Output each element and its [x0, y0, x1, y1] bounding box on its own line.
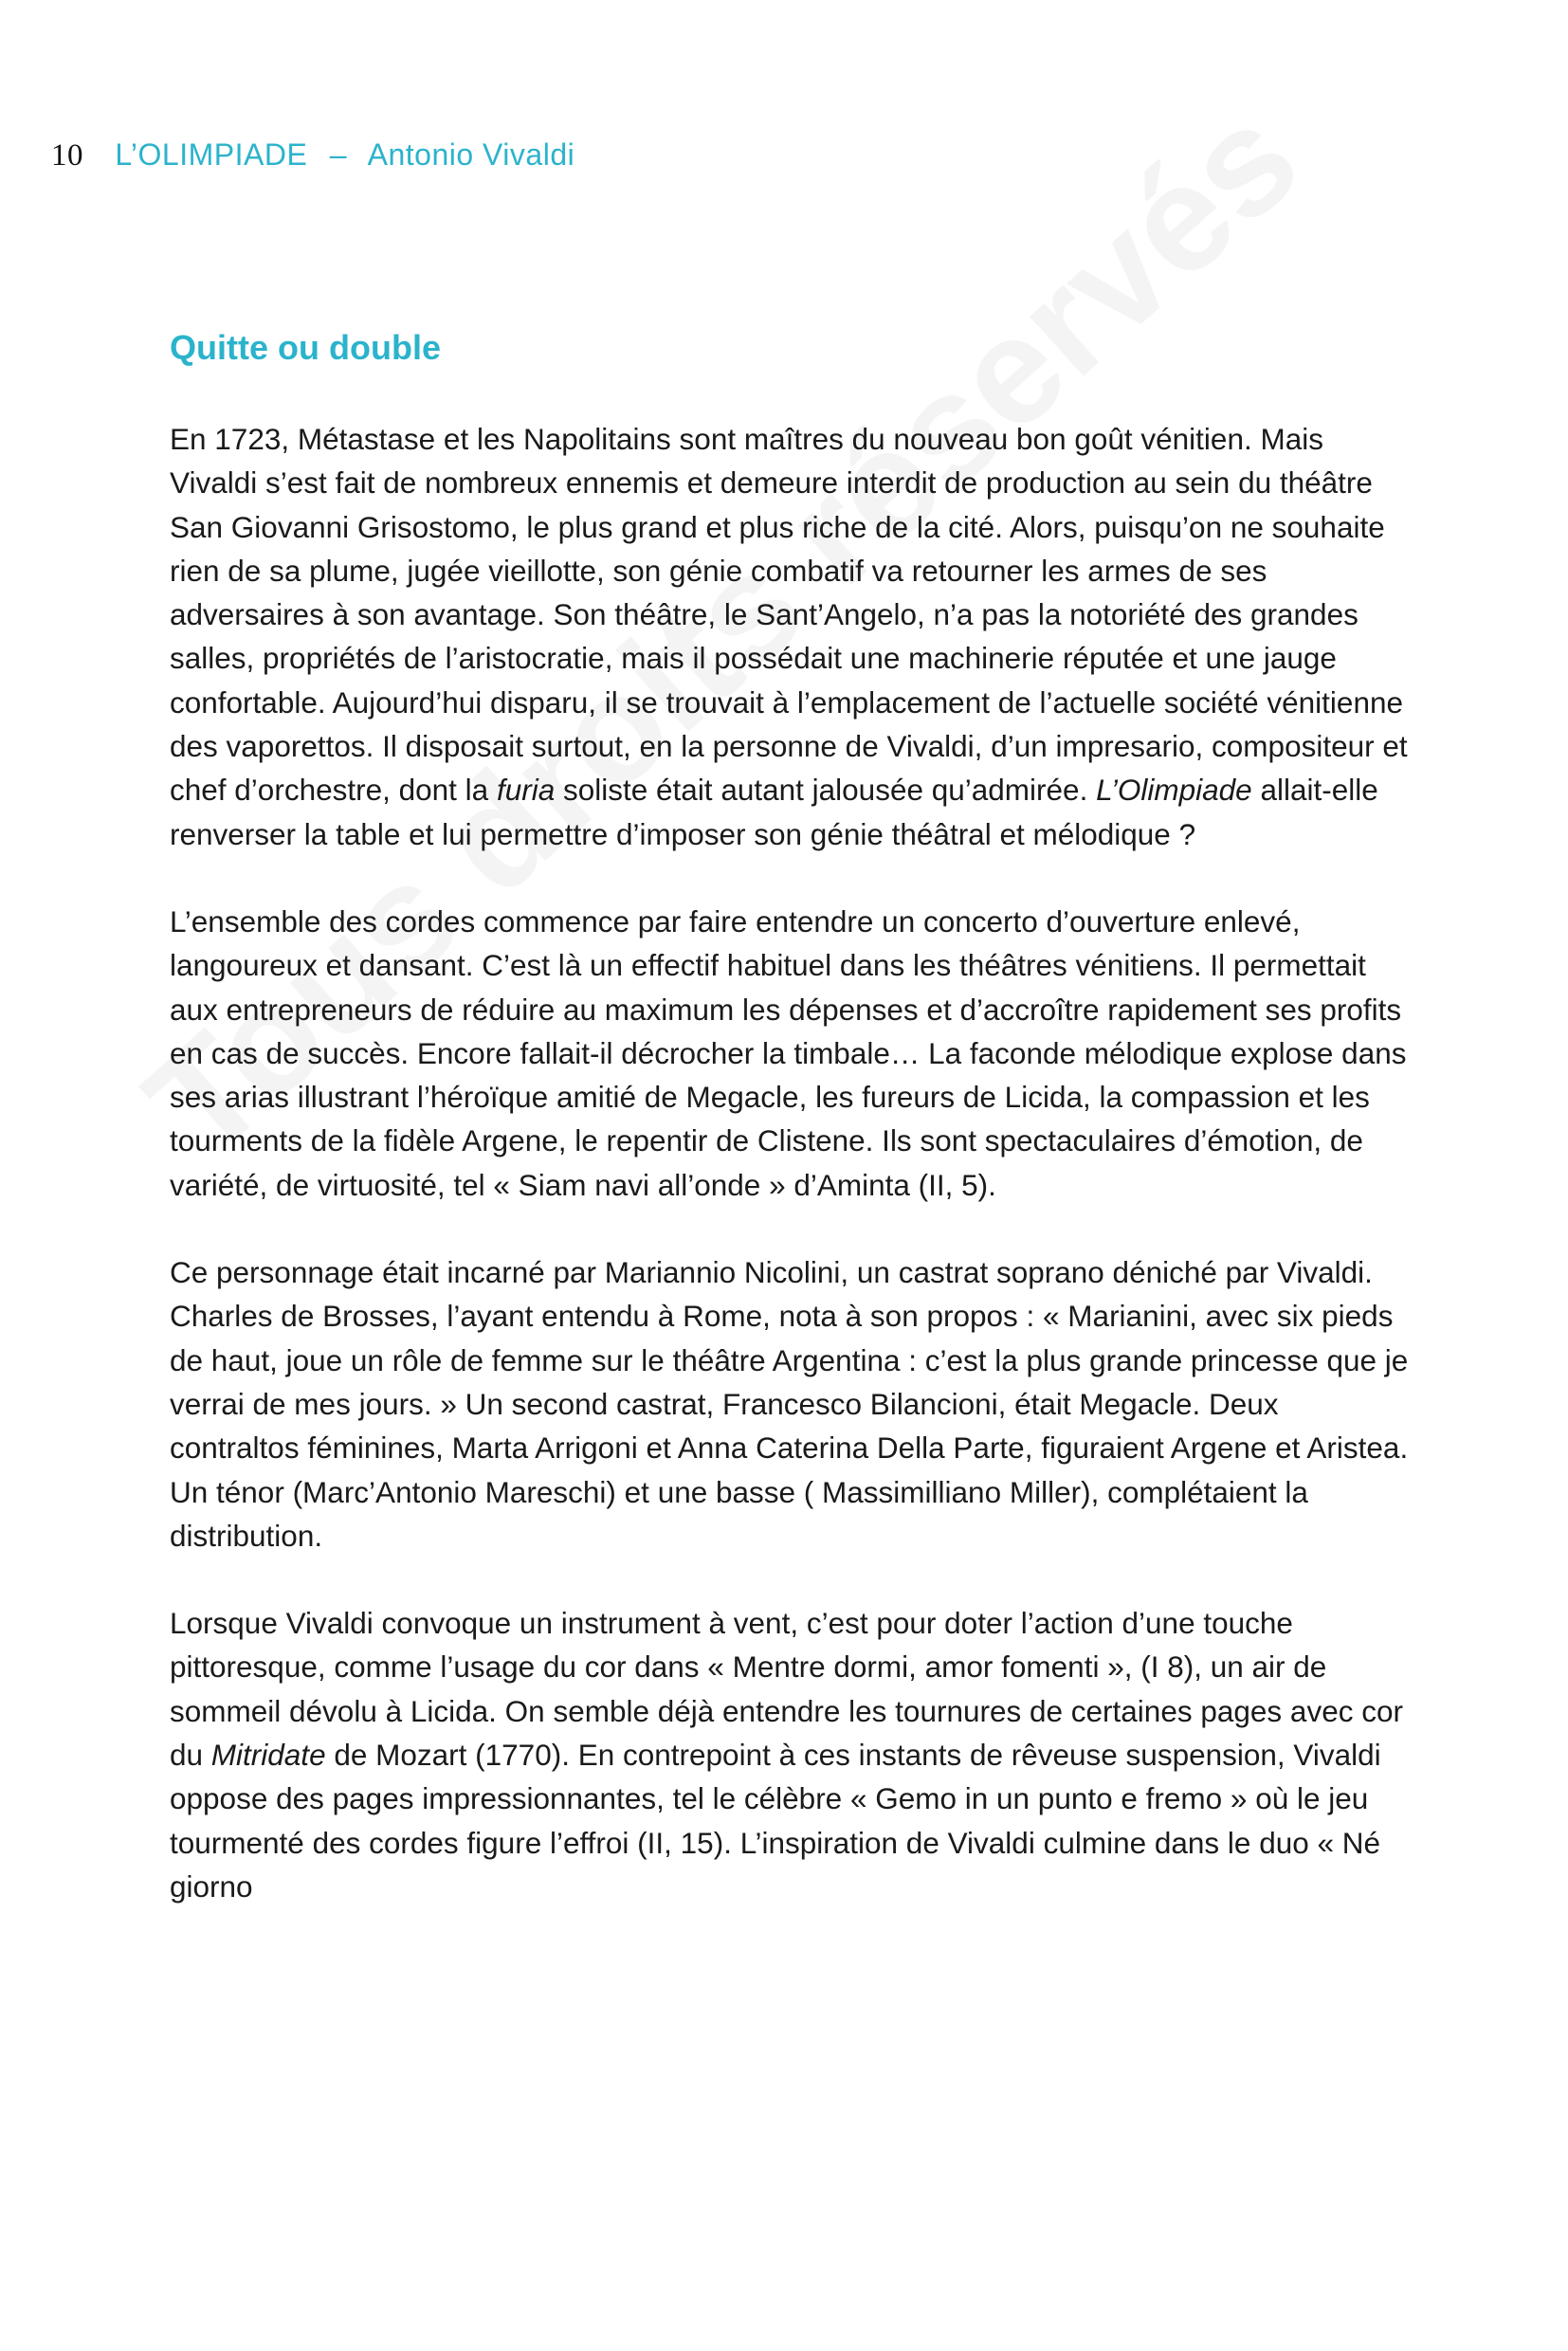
paragraph-4 — [170, 1601, 1412, 1908]
text-run: soliste était autant jalousée qu’admirée. — [555, 773, 1097, 808]
italic-term: furia — [496, 773, 556, 808]
book-title: L’OLIMPIADE — [115, 137, 308, 172]
paragraph-1 — [170, 417, 1412, 856]
page-number: 10 — [51, 138, 83, 173]
paragraph-3: Ce personnage était incarné par Mariannio Nicolini, un castrat soprano déniché par Vivaldi. Charles de Brosses, l’ayant entendu à Rome, nota à son propos : « Marianini, avec six pieds de haut, joue un rôle de femme sur le théâtre Argentina : c’est la plus grande princesse que je verrai de mes jours. » Un second castrat, Francesco Bilancioni, était Megacle. Deux contraltos féminines, Marta Arrigoni et Anna Caterina Della Parte, figuraient Argene et Aristea. Un ténor (Marc’Antonio Mareschi) et une basse ( Massimilliano Miller), complétaient la distribution. — [170, 1255, 1409, 1553]
italic-title: Mitridate — [210, 1738, 326, 1773]
paragraph-2: L’ensemble des cordes commence par faire entendre un concerto d’ouverture enlevé, langoureux et dansant. C’est là un effectif habituel dans les théâtres vénitiens. Il permettait aux entrepreneurs de réduire au maximum les dépenses et d’accroître rapidement ses profits en cas de succès. Encore fallait-il décrocher la timbale… La faconde mélodique explose dans ses arias illustrant l’héroïque amitié de Megacle, les fureurs de Licida, la compassion et les tourments de la fidèle Argene, le repentir de Clistene. Ils sont spectaculaires d’émotion, de variété, de virtuosité, tel « Siam navi all’onde » d’Aminta (II, 5). — [170, 903, 1407, 1202]
header-separator: – — [329, 137, 347, 172]
italic-title: L’Olimpiade — [1096, 773, 1252, 808]
section-title: Quitte ou double — [170, 328, 441, 367]
section — [170, 328, 1412, 1952]
text-run: En 1723, Métastase et les Napolitains sont maîtres du nouveau bon goût vénitien. Mais Vivaldi s’est fait de nombreux ennemis et demeure interdit de production au sein du théâtre San Giovanni Grisostomo, le plus grand et plus riche de la cité. Alors, puisqu’on ne souhaite rien de sa plume, jugée vieillotte, son génie combatif va retourner les armes de ses adversaires à son avantage. Son théâtre, le Sant’Angelo, n’a pas la notoriété des grandes salles, propriétés de l’aristocratie, mais il possédait une machinerie réputée et une jauge confortable. Aujourd’hui disparu, il se trouvait à l’emplacement de l’actuelle société vénitienne des vaporettos. Il disposait surtout, en la personne de Vivaldi, d’un impresario, compositeur et chef d’orchestre, dont la — [170, 422, 1408, 808]
author-name: Antonio Vivaldi — [367, 137, 575, 172]
text-run: Lorsque Vivaldi convoque un instrument à vent, c’est pour doter l’action d’une touche pittoresque, comme l’usage du cor dans « Mentre dormi, amor fomenti », (I 8), un air de sommeil dévolu à Licida. On semble déjà entendre les tournures de certaines pages avec cor du — [170, 1606, 1403, 1773]
running-header — [51, 137, 574, 173]
text-run: allait-elle renverser la table et lui permettre d’imposer son génie théâtral et mélodique ? — [170, 773, 1378, 851]
text-run: de Mozart (1770). En contrepoint à ces instants de rêveuse suspension, Vivaldi oppose des pages impressionnantes, tel le célèbre « Gemo in un punto e fremo » où le jeu tourmenté des cordes figure l’effroi (II, 15). L’inspiration de Vivaldi culmine dans le duo « Né giorno — [170, 1738, 1381, 1904]
